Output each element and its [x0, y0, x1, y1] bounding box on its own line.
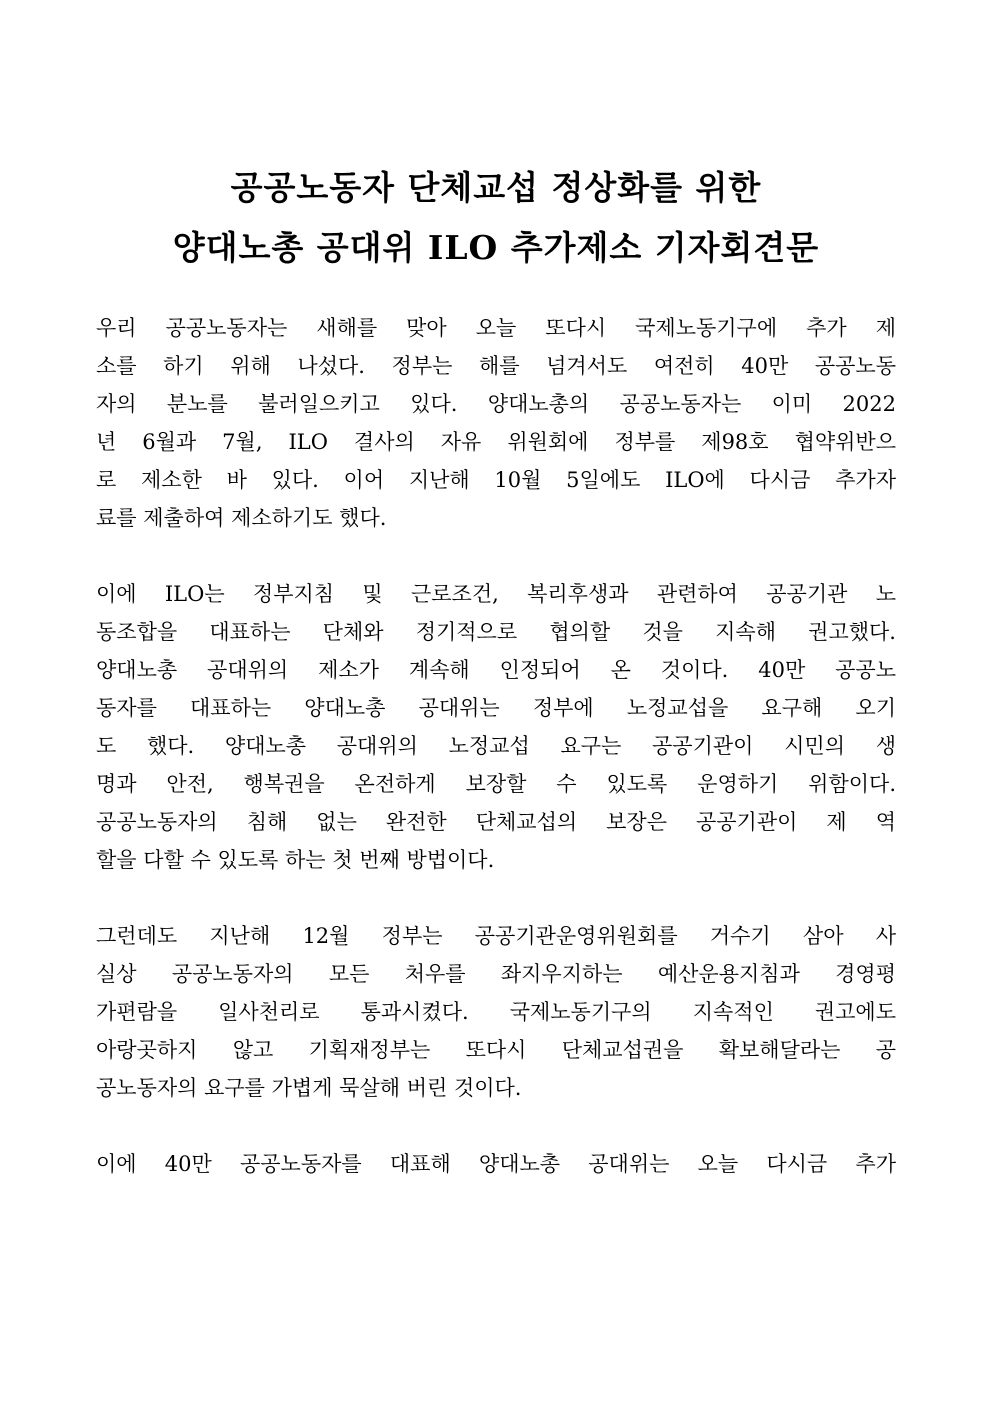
title-line-2: 양대노총 공대위 ILO 추가제소 기자회견문: [172, 228, 820, 267]
document-body: [96, 309, 896, 1221]
body-line: 가편람을 일사천리로 통과시켰다. 국제노동기구의 지속적인 권고에도: [96, 1000, 896, 1024]
body-line: 도 했다. 양대노총 공대위의 노정교섭 요구는 공공기관이 시민의 생: [96, 734, 896, 758]
body-line: 양대노총 공대위의 제소가 계속해 인정되어 온 것이다. 40만 공공노: [96, 658, 896, 682]
body-line: 료를 제출하여 제소하기도 했다.: [96, 506, 387, 530]
paragraph-3: [96, 917, 896, 1107]
body-line: 년 6월과 7월, ILO 결사의 자유 위원회에 정부를 제98호 협약위반으: [96, 430, 896, 454]
body-line: 동자를 대표하는 양대노총 공대위는 정부에 노정교섭을 요구해 오기: [96, 696, 896, 720]
document-title: [0, 158, 992, 278]
paragraph-1: [96, 309, 896, 537]
body-line: 실상 공공노동자의 모든 처우를 좌지우지하는 예산운용지침과 경영평: [96, 962, 896, 986]
body-line: 공노동자의 요구를 가볍게 묵살해 버린 것이다.: [96, 1076, 522, 1100]
body-line: 할을 다할 수 있도록 하는 첫 번째 방법이다.: [96, 848, 495, 872]
body-line: 공공노동자의 침해 없는 완전한 단체교섭의 보장은 공공기관이 제 역: [96, 810, 896, 834]
paragraph-4: [96, 1145, 896, 1183]
title-line-1: 공공노동자 단체교섭 정상화를 위한: [230, 168, 762, 207]
body-line: 아랑곳하지 않고 기획재정부는 또다시 단체교섭권을 확보해달라는 공: [96, 1038, 896, 1062]
body-line: 우리 공공노동자는 새해를 맞아 오늘 또다시 국제노동기구에 추가 제: [96, 316, 896, 340]
body-line: 이에 40만 공공노동자를 대표해 양대노총 공대위는 오늘 다시금 추가: [96, 1152, 896, 1176]
body-line: 이에 ILO는 정부지침 및 근로조건, 복리후생과 관련하여 공공기관 노: [96, 582, 896, 606]
body-line: 자의 분노를 불러일으키고 있다. 양대노총의 공공노동자는 이미 2022: [96, 392, 896, 416]
body-line: 동조합을 대표하는 단체와 정기적으로 협의할 것을 지속해 권고했다.: [96, 620, 896, 644]
body-line: 그런데도 지난해 12월 정부는 공공기관운영위원회를 거수기 삼아 사: [96, 924, 896, 948]
paragraph-2: [96, 575, 896, 879]
body-line: 로 제소한 바 있다. 이어 지난해 10월 5일에도 ILO에 다시금 추가자: [96, 468, 896, 492]
body-line: 소를 하기 위해 나섰다. 정부는 해를 넘겨서도 여전히 40만 공공노동: [96, 354, 896, 378]
body-line: 명과 안전, 행복권을 온전하게 보장할 수 있도록 운영하기 위함이다.: [96, 772, 896, 796]
